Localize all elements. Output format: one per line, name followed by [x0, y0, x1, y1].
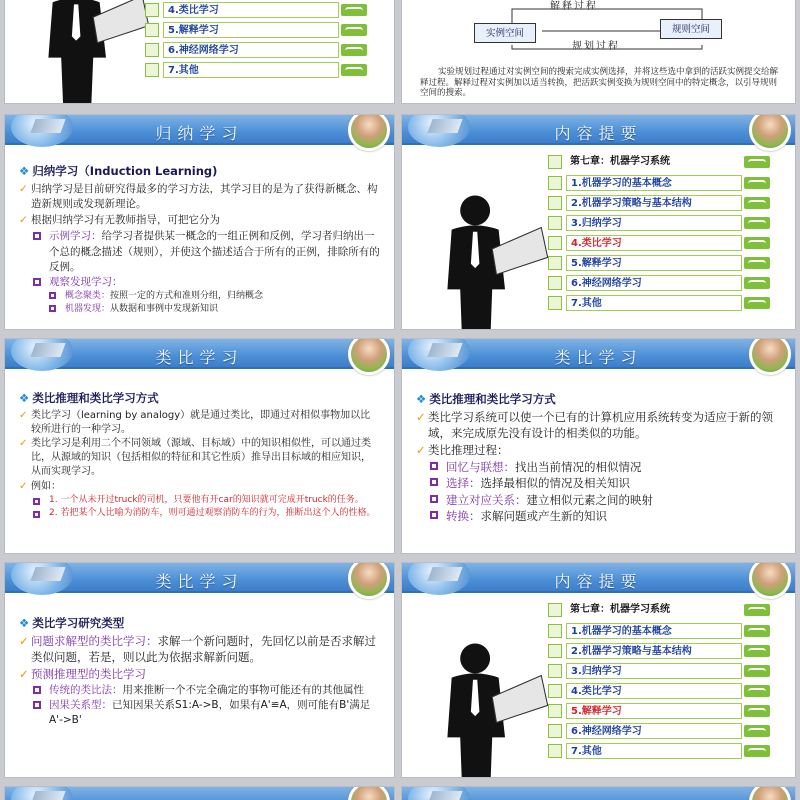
toc-tag-icon [744, 705, 770, 717]
slide-header [402, 339, 795, 369]
toc-chapter-label: 第七章：机器学习系统 [566, 602, 742, 618]
people-photo-icon [749, 114, 791, 151]
slide-body [5, 147, 394, 329]
process-step: 转换：求解问题或产生新的知识 [430, 508, 781, 524]
bullet-item: ✓ 类比学习系统可以使一个已有的计算机应用系统转变为适应于新的领域，来完成原先没有设计的相类似的功能。 [416, 410, 773, 441]
toc-list [548, 601, 770, 762]
toc-label: 3.归纳学习 [566, 663, 742, 679]
toc-label: 2.机器学习策略与基本结构 [566, 195, 742, 211]
toc-chapter-label: 第七章：机器学习系统 [566, 154, 742, 170]
sub-item: 传统的类比法：用来推断一个不完全确定的事物可能还有的其他属性 [33, 683, 380, 698]
diamond-bullet-icon: ❖ [19, 391, 30, 405]
diamond-bullet-icon: ❖ [19, 616, 30, 630]
process-step: 回忆与联想：找出当前情况的相似情况 [430, 459, 781, 475]
slide-title: 内容提要 [554, 572, 643, 591]
toc-item[interactable] [548, 622, 770, 641]
toc-checkbox [145, 63, 159, 77]
toc-tag-icon [744, 725, 770, 737]
slide-header [402, 115, 795, 145]
toc-checkbox [548, 296, 562, 310]
toc-item[interactable] [548, 274, 770, 293]
slide-outline-1[interactable] [401, 114, 796, 330]
slide-explanation-diagram[interactable] [401, 0, 796, 104]
toc-item[interactable] [145, 21, 367, 40]
toc-tag-icon [744, 197, 770, 209]
toc-tag-icon [744, 745, 770, 757]
laptop-logo-icon [11, 786, 73, 800]
section-heading: ❖ 类比推理和类比学习方式 [19, 391, 159, 405]
bullet-item: ✓ 预测推理型的类比学习 [19, 667, 146, 682]
square-bullet-icon [33, 278, 41, 286]
toc-label: 5.解释学习 [566, 255, 742, 271]
toc-item[interactable] [145, 41, 367, 60]
toc-label: 3.归纳学习 [566, 215, 742, 231]
toc-tag-icon [744, 177, 770, 189]
slide-outline-2[interactable] [401, 562, 796, 778]
toc-label: 4.类比学习 [566, 235, 742, 251]
toc-checkbox [548, 684, 562, 698]
square-bullet-icon [430, 511, 438, 519]
toc-checkbox [548, 176, 562, 190]
square-bullet-icon [49, 305, 56, 312]
rule-space-box: 规则空间 [660, 19, 722, 39]
check-bullet-icon: ✓ [416, 443, 426, 458]
square-bullet-icon [33, 232, 41, 240]
bullet-item: ✓ 类比推理过程： [416, 443, 509, 458]
square-bullet-icon [49, 292, 56, 299]
toc-checkbox [145, 43, 159, 57]
toc-item[interactable] [548, 194, 770, 213]
toc-checkbox [548, 276, 562, 290]
slide-header [5, 115, 394, 145]
check-bullet-icon: ✓ [19, 214, 28, 227]
check-bullet-icon: ✓ [19, 409, 28, 421]
toc-checkbox [548, 624, 562, 638]
square-bullet-icon [33, 511, 40, 518]
diagram-mid-label: 规划过程 [572, 41, 620, 52]
toc-tag-icon [341, 44, 367, 56]
toc-tag-icon [744, 156, 770, 168]
toc-item[interactable] [548, 682, 770, 701]
toc-label: 7.其他 [163, 62, 339, 78]
businessman-icon [430, 635, 548, 778]
toc-item-active[interactable] [548, 702, 770, 721]
toc-item[interactable] [548, 722, 770, 741]
check-bullet-icon: ✓ [19, 182, 28, 195]
toc-item[interactable] [548, 662, 770, 681]
diagram-paragraph: 实验规划过程通过对实例空间的搜索完成实例选择，并将这些选中拿到的活跃实例提交给解释过程。解释过程对实例加以适当转换，把活跃实例变换为规则空间中的特定概念，以引导规则空间的搜索。 [420, 67, 779, 99]
slide-body [5, 595, 394, 777]
bullet-item: ✓ 例如： [19, 480, 61, 492]
people-photo-icon [348, 562, 390, 599]
slide-body [402, 371, 795, 553]
toc-checkbox [548, 704, 562, 718]
process-step: 建立对应关系：建立相似元素之间的映射 [430, 492, 781, 508]
slide-title: 类比学习 [554, 348, 643, 367]
slide-analogy-types[interactable] [4, 562, 395, 778]
toc-label: 4.类比学习 [566, 683, 742, 699]
toc-item[interactable] [548, 214, 770, 233]
toc-checkbox [548, 155, 562, 169]
diagram-top-label: 解释过程 [550, 1, 598, 12]
square-bullet-icon [430, 478, 438, 486]
toc-checkbox [548, 724, 562, 738]
slide-header [402, 787, 795, 800]
toc-tag-icon [744, 665, 770, 677]
section-heading: ❖ 归纳学习（Induction Learning) [19, 164, 218, 178]
slide-header [402, 563, 795, 593]
toc-tag-icon [744, 237, 770, 249]
slide-analogy-learning-2[interactable] [401, 338, 796, 554]
toc-tag-icon [341, 64, 367, 76]
square-bullet-icon [33, 701, 41, 709]
toc-item[interactable] [548, 742, 770, 761]
toc-checkbox [548, 216, 562, 230]
toc-label: 7.其他 [566, 743, 742, 759]
toc-chapter[interactable] [548, 153, 770, 173]
toc-label: 6.神经网络学习 [566, 275, 742, 291]
slide-body [5, 371, 394, 553]
process-step: 选择：选择最相似的情况及相关知识 [430, 475, 781, 491]
bullet-item: ✓ 类比学习（learning by analogy）就是通过类比，即通过对相似事物加以比较所进行的一种学习。 [19, 409, 371, 435]
toc-label: 5.解释学习 [566, 703, 742, 719]
people-photo-icon [749, 562, 791, 599]
slide-analogy-learning-1[interactable] [4, 338, 395, 554]
people-photo-icon [749, 786, 791, 800]
toc-checkbox [548, 664, 562, 678]
toc-checkbox [145, 23, 159, 37]
check-bullet-icon: ✓ [19, 438, 28, 450]
toc-tag-icon [341, 24, 367, 36]
toc-checkbox [548, 744, 562, 758]
instance-space-box: 实例空间 [474, 23, 536, 43]
toc-item[interactable] [145, 1, 367, 20]
bullet-item: ✓ 根据归纳学习有无教师指导，可把它分为 [19, 213, 380, 228]
square-bullet-icon [430, 462, 438, 470]
toc-list [548, 153, 770, 314]
check-bullet-icon: ✓ [19, 634, 29, 649]
toc-tag-icon [744, 257, 770, 269]
people-photo-icon [348, 786, 390, 800]
sub-item: 观察发现学习： [33, 275, 380, 290]
slide-partial-bottom-left[interactable] [4, 786, 395, 800]
toc-checkbox [548, 196, 562, 210]
toc-item[interactable] [548, 254, 770, 273]
process-diagram [402, 0, 796, 67]
slide-title: 内容提要 [554, 124, 643, 143]
toc-label: 4.类比学习 [163, 2, 339, 18]
toc-label: 7.其他 [566, 295, 742, 311]
toc-item[interactable] [548, 642, 770, 661]
toc-tag-icon [744, 277, 770, 289]
toc-list [145, 1, 367, 81]
bullet-item: ✓ 问题求解型的类比学习：求解一个新问题时，先回忆以前是否求解过类似问题，若是，则以此为依据求解新问题。 [19, 634, 376, 665]
people-photo-icon [348, 114, 390, 151]
toc-checkbox [548, 644, 562, 658]
section-heading: ❖ 类比推理和类比学习方式 [416, 392, 556, 406]
example-item: 1. 一个从未开过truck的司机，只要他有开car的知识就可完成开truck的任务。 [33, 495, 380, 507]
slide-induction-learning[interactable] [4, 114, 395, 330]
sub-item: 示例学习：给学习者提供某一概念的一组正例和反例，学习者归纳出一个总的概念描述（规则），并使这个描述适合于所有的正例，排除所有的反例。 [33, 229, 380, 275]
toc-checkbox [548, 256, 562, 270]
toc-label: 2.机器学习策略与基本结构 [566, 643, 742, 659]
businessman-icon [31, 0, 149, 104]
toc-tag-icon [341, 4, 367, 16]
slide-title: 类比学习 [155, 572, 244, 591]
toc-label: 5.解释学习 [163, 22, 339, 38]
toc-item[interactable] [548, 294, 770, 313]
toc-tag-icon [744, 685, 770, 697]
toc-checkbox [548, 236, 562, 250]
toc-item[interactable] [548, 174, 770, 193]
bullet-item: ✓ 类比学习是利用二个不同领域（源域、目标域）中的知识相似性，可以通过类比，从源域的知识（包括相似的特征和其它性质）推导出目标域的相应知识，从而实现学习。 [19, 438, 371, 478]
toc-label: 1.机器学习的基本概念 [566, 175, 742, 191]
toc-label: 6.神经网络学习 [566, 723, 742, 739]
toc-tag-icon [744, 297, 770, 309]
check-bullet-icon: ✓ [19, 667, 29, 682]
diamond-bullet-icon: ❖ [19, 164, 30, 178]
slide-header [5, 339, 394, 369]
square-bullet-icon [33, 498, 40, 505]
people-photo-icon [749, 338, 791, 375]
sub-sub-item: 概念聚类：按照一定的方式和准则分组，归纳概念 [49, 290, 380, 303]
slide-title: 归纳学习 [155, 124, 244, 143]
people-photo-icon [348, 338, 390, 375]
toc-tag-icon [744, 625, 770, 637]
toc-item-active[interactable] [548, 234, 770, 253]
section-heading: ❖ 类比学习研究类型 [19, 616, 125, 630]
check-bullet-icon: ✓ [19, 480, 28, 492]
toc-tag-icon [744, 645, 770, 657]
slide-toc-partial[interactable] [4, 0, 395, 104]
toc-chapter[interactable] [548, 601, 770, 621]
toc-tag-icon [744, 604, 770, 616]
slide-title: 类比学习 [155, 348, 244, 367]
toc-label: 6.神经网络学习 [163, 42, 339, 58]
diamond-bullet-icon: ❖ [416, 392, 427, 406]
example-item: 2. 若把某个人比喻为消防车，则可通过观察消防车的行为，推断出这个人的性格。 [33, 508, 380, 520]
toc-item[interactable] [145, 61, 367, 80]
square-bullet-icon [430, 495, 438, 503]
toc-tag-icon [744, 217, 770, 229]
laptop-logo-icon [408, 786, 470, 800]
check-bullet-icon: ✓ [416, 410, 426, 425]
businessman-icon [430, 187, 548, 330]
bullet-item: ✓ 归纳学习是目前研究得最多的学习方法，其学习目的是为了获得新概念、构造新规则或发现新理论。 [19, 182, 378, 210]
toc-checkbox [145, 3, 159, 17]
toc-label: 1.机器学习的基本概念 [566, 623, 742, 639]
slide-partial-bottom-right[interactable] [401, 786, 796, 800]
toc-checkbox [548, 603, 562, 617]
square-bullet-icon [33, 686, 41, 694]
sub-sub-item: 机器发现：从数据和事例中发现新知识 [49, 303, 380, 316]
slide-header [5, 563, 394, 593]
sub-item: 因果关系型：已知因果关系S1:A->B，如果有A'≌A，则可能有B'满足A'->B' [33, 698, 380, 727]
slide-header [5, 787, 394, 800]
